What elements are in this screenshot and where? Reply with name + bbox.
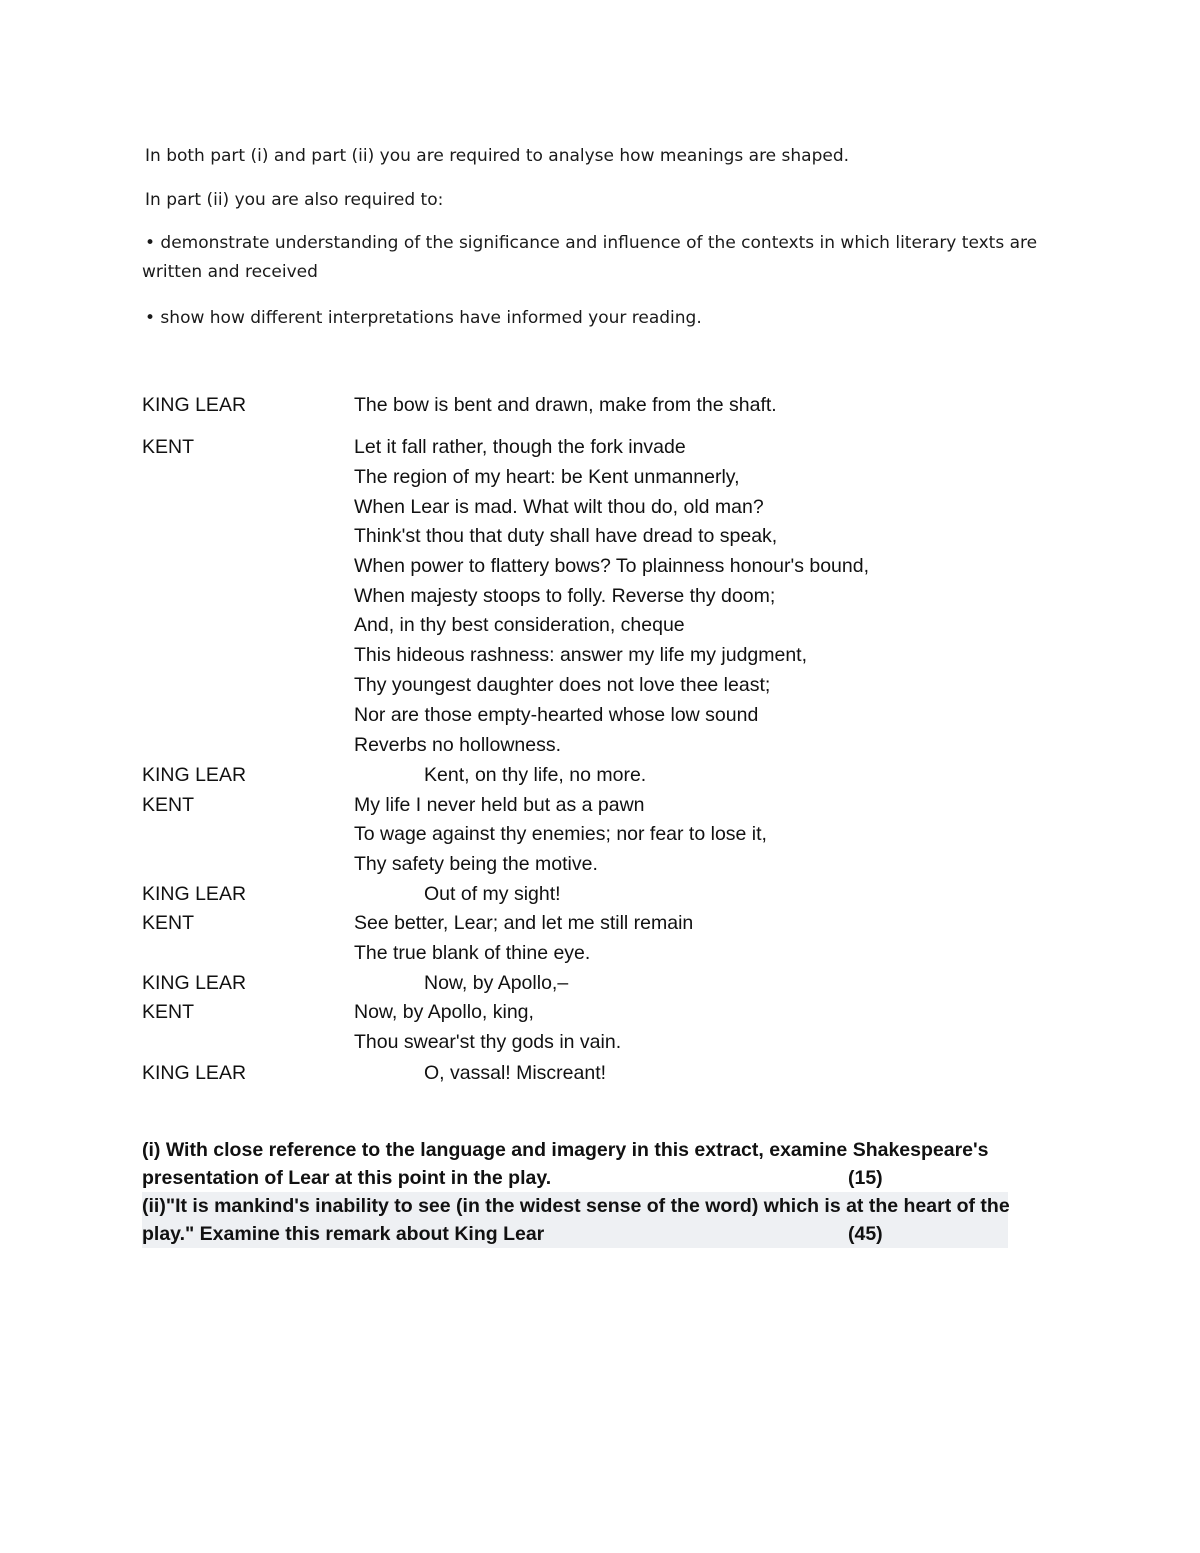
speaker-name: KENT [142, 436, 195, 458]
speaker-name: KING LEAR [142, 1062, 247, 1084]
verse-text: To wage against thy enemies; nor fear to lose it, [354, 823, 767, 845]
speaker-name: KENT [142, 794, 195, 816]
bullet-interpretations: • show how different interpretations have informed your reading. [145, 308, 702, 328]
verse-text: Let it fall rather, though the fork invade [354, 436, 686, 458]
verse-text: The region of my heart: be Kent unmannerly, [354, 466, 740, 488]
question-i-line-1 [142, 1136, 989, 1164]
instruction-line-both-parts: In both part (i) and part (ii) you are required to analyse how meanings are shaped. [145, 146, 850, 166]
verse-text: Now, by Apollo,– [424, 972, 569, 994]
verse-text: This hideous rashness: answer my life my judgment, [354, 644, 808, 666]
verse-text: The bow is bent and drawn, make from the shaft. [354, 394, 777, 416]
verse-text: Out of my sight! [424, 883, 561, 905]
question-ii-text: (ii)"It is mankind's inability to see (in the widest sense of the word) which is at the heart of the [142, 1195, 1010, 1217]
verse-text: Thy safety being the motive. [354, 853, 598, 875]
question-i-marks: (15) [848, 1167, 883, 1189]
verse-text: When majesty stoops to folly. Reverse thy doom; [354, 585, 776, 607]
bullet-contexts: • demonstrate understanding of the significance and influence of the contexts in which literary texts are [145, 233, 1038, 253]
verse-text: Kent, on thy life, no more. [424, 764, 647, 786]
speaker-name: KING LEAR [142, 883, 247, 905]
bullet-contexts-continued: written and received [142, 262, 318, 282]
verse-text: Thou swear'st thy gods in vain. [354, 1031, 622, 1053]
verse-text: When Lear is mad. What wilt thou do, old man? [354, 496, 764, 518]
question-ii-line-2 [142, 1220, 1008, 1248]
verse-text: Think'st thou that duty shall have dread to speak, [354, 525, 778, 547]
speaker-name: KING LEAR [142, 972, 247, 994]
verse-text: My life I never held but as a pawn [354, 794, 645, 816]
question-i-text: (i) With close reference to the language and imagery in this extract, examine Shakespeare's [142, 1139, 989, 1161]
speaker-name: KING LEAR [142, 394, 247, 416]
verse-text: Now, by Apollo, king, [354, 1001, 534, 1023]
verse-text: And, in thy best consideration, cheque [354, 614, 685, 636]
verse-text: Nor are those empty-hearted whose low sound [354, 704, 759, 726]
verse-text: The true blank of thine eye. [354, 942, 591, 964]
question-i-text-continued: presentation of Lear at this point in the play. [142, 1167, 552, 1189]
speaker-name: KENT [142, 1001, 195, 1023]
verse-text: Thy youngest daughter does not love thee least; [354, 674, 771, 696]
verse-text: When power to flattery bows? To plainness honour's bound, [354, 555, 870, 577]
question-ii-text-continued: play." Examine this remark about King Lear [142, 1223, 545, 1245]
instruction-line-part-ii: In part (ii) you are also required to: [145, 190, 444, 210]
question-ii-marks: (45) [848, 1223, 883, 1245]
verse-text: O, vassal! Miscreant! [424, 1062, 607, 1084]
question-i-line-2 [142, 1164, 883, 1192]
verse-text: See better, Lear; and let me still remain [354, 912, 694, 934]
speaker-name: KING LEAR [142, 764, 247, 786]
verse-text: Reverbs no hollowness. [354, 734, 562, 756]
question-ii-line-1 [142, 1192, 1008, 1220]
speaker-name: KENT [142, 912, 195, 934]
